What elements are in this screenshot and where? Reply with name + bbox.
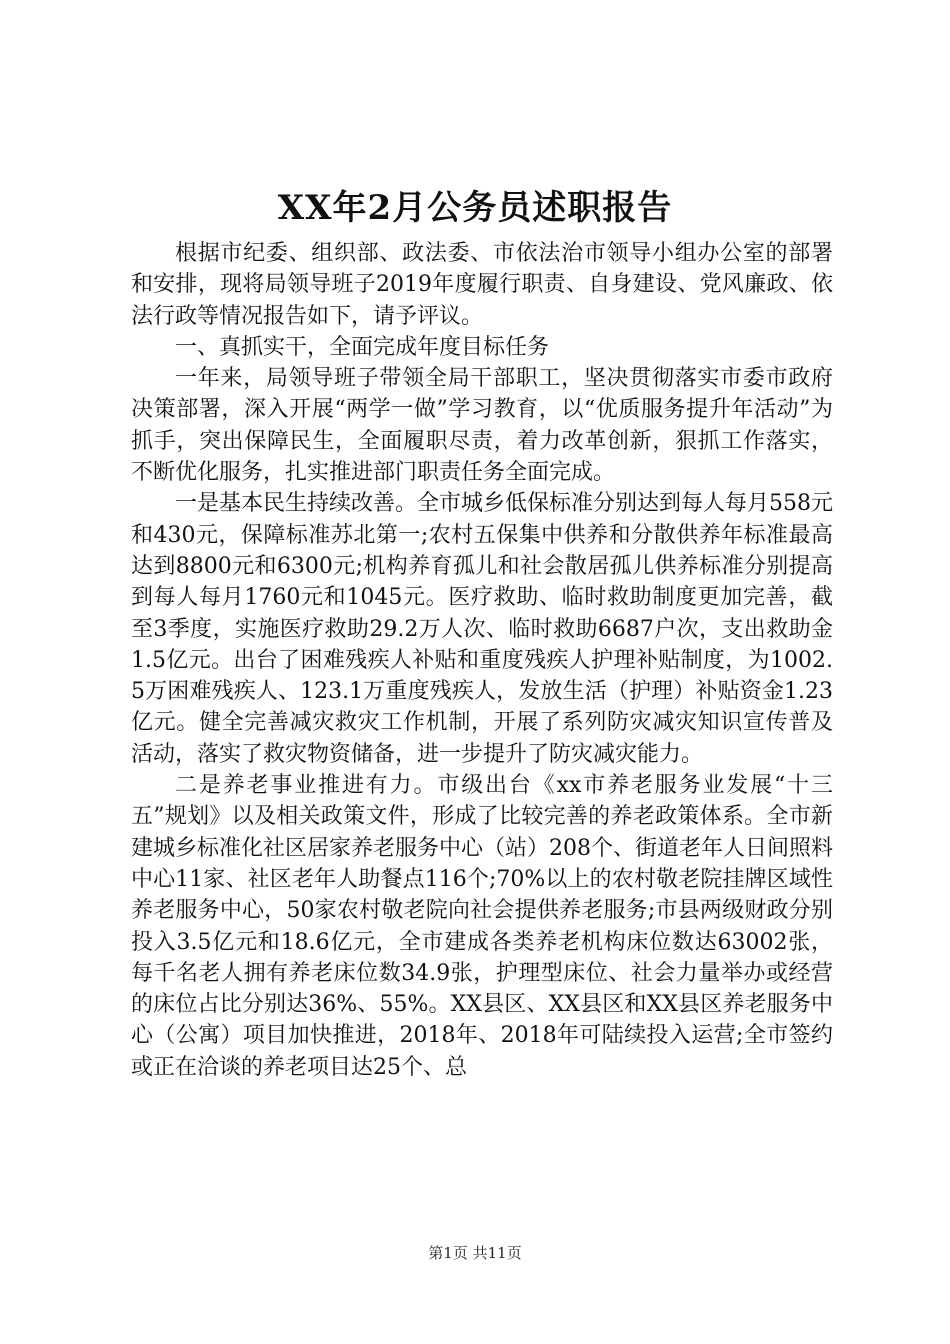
paragraph-elderly-care: 二是养老事业推进有力。市级出台《xx市养老服务业发展“十三五”规划》以及相关政策文件，形成了比较完善的养老政策体系。全市新建城乡标准化社区居家养老服务中心（站）208个、街道老年人日间照料中心11家、社区老年人助餐点116个;70%以上的农村敬老院挂牌区域性养老服务中心，50家农村敬老院向社会提供养老服务;市县两级财政分别投入3.5亿元和18.6亿元，全市建成各类养老机构床位数达63002张，每千名老人拥有养老床位数34.9张，护理型床位、社会力量举办或经营的床位占比分别达36%、55%。XX县区、XX县区和XX县区养老服务中心（公寓）项目加快推进，2018年、2018年可陆续投入运营;全市签约或正在洽谈的养老项目达25个、总 [131, 773, 833, 1080]
section-heading-1: 一、真抓实干，全面完成年度目标任务 [175, 334, 550, 360]
document-body [131, 238, 833, 1083]
paragraph-intro: 根据市纪委、组织部、政法委、市依法治市领导小组办公室的部署和安排，现将局领导班子2019年度履行职责、自身建设、党风廉政、依法行政等情况报告如下，请予评议。 [131, 241, 833, 329]
paragraph-livelihood: 一是基本民生持续改善。全市城乡低保标准分别达到每人每月558元和430元，保障标准苏北第一;农村五保集中供养和分散供养年标准最高达到8800元和6300元;机构养育孤儿和社会散居孤儿供养标准分别提高到每人每月1760元和1045元。医疗救助、临时救助制度更加完善，截至3季度，实施医疗救助29.2万人次、临时救助6687户次，支出救助金1.5亿元。出台了困难残疾人补贴和重度残疾人护理补贴制度，为1002.5万困难残疾人、123.1万重度残疾人，发放生活（护理）补贴资金1.23亿元。健全完善减灾救灾工作机制，开展了系列防灾减灾知识宣传普及活动，落实了救灾物资储备，进一步提升了防灾减灾能力。 [131, 491, 833, 767]
page-footer: 第1页 共11页 [428, 1244, 522, 1262]
document-title: XX年2月公务员述职报告 [277, 188, 673, 228]
paragraph-overview: 一年来，局领导班子带领全局干部职工，坚决贯彻落实市委市政府决策部署，深入开展“两学一做”学习教育，以“优质服务提升年活动”为抓手，突出保障民生，全面履职尽责，着力改革创新，狠抓工作落实，不断优化服务，扎实推进部门职责任务全面完成。 [131, 366, 833, 486]
